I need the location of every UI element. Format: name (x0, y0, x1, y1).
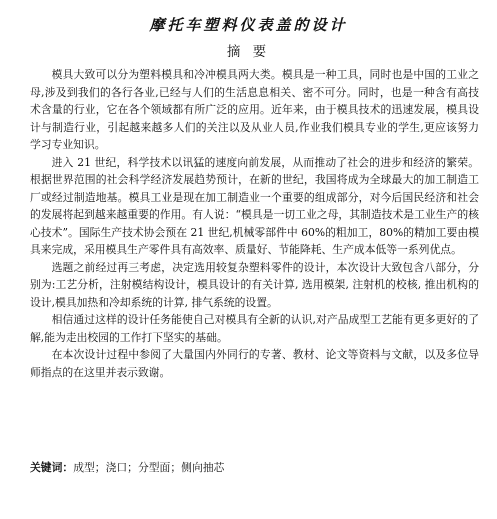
paragraph-3: 选题之前经过再三考虑，决定选用较复杂塑料零件的设计，本次设计大致包含八部分，分别为:工艺分析，注射模结构设计，模具设计的有关计算, 选用模架, 注射机的校核, 推出机构的设计,模具加热和冷却系统的计算, 排气系统的设置。 (30, 260, 479, 309)
keywords-list: 成型；浇口；分型面；侧向抽芯 (73, 461, 225, 474)
paragraph-5: 在本次设计过程中参阅了大量国内外同行的专著、教材、论文等资料与文献，以及多位导师指点的在这里并表示致谢。 (30, 348, 479, 379)
keywords-line (30, 459, 479, 476)
document-title: 摩托车塑料仪表盖的设计 (149, 16, 348, 34)
abstract-body (30, 66, 479, 381)
paragraph-4: 相信通过这样的设计任务能使自己对模具有全新的认识,对产品成型工艺能有更多更好的了解,能为走出校园的工作打下坚实的基础。 (30, 313, 479, 344)
paragraph-2: 进入 21 世纪，科学技术以讯猛的速度向前发展，从而推动了社会的进步和经济的繁荣。根据世界范围的社会科学经济发展趋势预计，在新的世纪，我国将成为全球最大的加工制造工厂或经过制造地基。模具工业是现在加工制造业一个重要的组成部分，对今后国民经济和社会的发展将起到越来越重要的作用。有人说：“模具是一切工业之母，其制造技术是工业生产的核心技术”。国际生产技术协会预在 21 世纪,机械零部件中 60%的粗加工，80%的精加工要由模具来完成，采用模具生产零件具有高效率、质量好、节能降耗、生产成本低等一系列优点。 (30, 155, 479, 256)
abstract-heading: 摘 要 (226, 44, 271, 60)
paragraph-1: 模具大致可以分为塑料模具和冷冲模具两大类。模具是一种工具，同时也是中国的工业之母,涉及到我们的各行各业,已经与人们的生活息息相关、密不可分。同时，也是一种含有高技术含量的行业，它在各个领域都有所广泛的应用。近年来，由于模具技术的迅速发展，模具设计与制造行业，引起越来越多人们的关注以及从业人员,作业我们模具专业的学生,更应该努力学习专业知识。 (30, 68, 479, 151)
keywords-label: 关键词： (30, 461, 74, 474)
